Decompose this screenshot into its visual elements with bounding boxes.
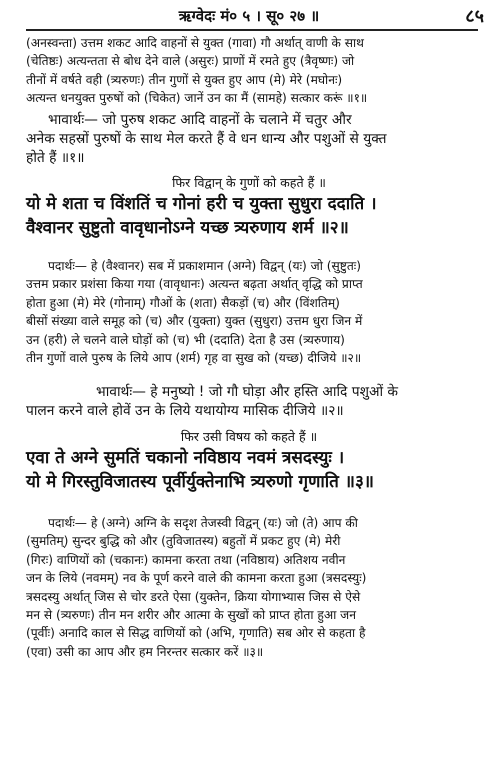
mantra-3 <box>26 446 486 494</box>
mantra-2 <box>26 192 486 240</box>
text-line: त्रसदस्यु अर्थात् जिस से चोर डरते ऐसा (युक्तेन, क्रिया योगाभ्यास जिस से ऐसे <box>26 589 361 604</box>
section-intro-2: फिर उसी विषय को कहते हैं ॥ <box>180 429 318 444</box>
verse-1-meaning-continued <box>26 34 480 108</box>
text-line: उन (हरी) ले चलने वाले घोड़ों को (च) भी (ददाति) देता है उस (त्र्यरुणाय) <box>26 332 345 347</box>
mantra-line: यो मे गिरस्तुविजातस्य पूर्वीर्युक्तेनाभि त्र्यरुणो गृणाति ॥३॥ <box>26 472 374 492</box>
text-line: उत्तम प्रकार प्रशंसा किया गया (वावृधानः) अत्यन्त बढ़ता अर्थात् वृद्धि को प्राप्त <box>26 277 363 292</box>
text-line: पदार्थः— हे (अग्ने) अग्नि के सदृश तेजस्वी विद्वन् (यः) जो (ते) आप की <box>48 516 358 530</box>
padartha-2 <box>26 257 480 367</box>
mantra-line: वैश्वानर सुष्टुतो वावृधानोऽग्ने यच्छ त्र्यरुणाय शर्म ॥२॥ <box>26 218 349 238</box>
page-number: ८५ <box>465 6 484 27</box>
page-header <box>0 4 498 28</box>
text-line: (अनस्वन्ता) उत्तम शकट आदि वाहनों से युक्त (गावा) गौ अर्थात् वाणी के साथ <box>26 36 364 50</box>
text-line: होता हुआ (मे) मेरे (गोनाम्) गौओं के (शता) सैकड़ों (च) और (विंशतिम्) <box>26 295 340 310</box>
text-line: (गिरः) वाणियों को (चकानः) कामना करता तथा (नविष्ठाय) अतिशय नवीन <box>26 552 346 567</box>
section-intro-1: फिर विद्वान् के गुणों को कहते हैं ॥ <box>172 175 326 190</box>
bhavartha-1 <box>26 111 480 168</box>
text-line: तीनों में वर्षते वही (त्र्यरुणः) तीन गुणों से युक्त हुए आप (मे) मेरे (मघोनः) <box>26 72 343 87</box>
running-header: ऋग्वेदः मं० ५ । सू० २७ ॥ <box>178 7 320 25</box>
header-rule <box>26 29 478 31</box>
text-line: पदार्थः— हे (वैश्वानर) सब में प्रकाशमान (अग्ने) विद्वन् (यः) जो (सुष्टुतः) <box>48 259 362 273</box>
text-line: बीसों संख्या वाले समूह को (च) और (युक्ता) युक्त (सुधुरा) उत्तम धुरा जिन में <box>26 314 363 329</box>
text-line: भावार्थः— जो पुरुष शकट आदि वाहनों के चलाने में चतुर और <box>48 112 352 128</box>
text-line: पालन करने वाले होवें उन के लिये यथायोग्य मासिक दीजिये ॥२॥ <box>26 403 344 419</box>
text-line: जन के लिये (नवमम्) नव के पूर्ण करने वाले की कामना करता हुआ (त्रसदस्युः) <box>26 571 367 586</box>
text-line: अनेक सहस्रों पुरुषों के साथ मेल करते हैं वे धन धान्य और पशुओं से युक्त <box>26 131 387 147</box>
text-line: अत्यन्त धनयुक्त पुरुषों को (चिकेत) जानें उन का मैं (सामहे) सत्कार करूं ॥१॥ <box>26 91 368 106</box>
mantra-line: एवा ते अग्ने सुमतिं चकानो नविष्ठाय नवमं त्रसदस्युः । <box>26 448 345 468</box>
text-line: भावार्थः— हे मनुष्यो ! जो गौ घोड़ा और हस्ति आदि पशुओं के <box>96 384 399 400</box>
text-line: तीन गुणों वाले पुरुष के लिये आप (शर्म) गृह वा सुख को (यच्छ) दीजिये ॥२॥ <box>26 351 362 366</box>
text-line: (चेतिष्ठः) अत्यन्तता से बोध देने वाले (असुरः) प्राणों में रमते हुए (त्रैवृष्णः) जो <box>26 54 355 69</box>
text-line: मन से (त्र्यरुणः) तीन मन शरीर और आत्मा के सुखों को प्राप्त होता हुआ जन <box>26 608 356 623</box>
padartha-3 <box>26 514 480 661</box>
bhavartha-2 <box>26 383 480 421</box>
text-line: (पूर्वीः) अनादि काल से सिद्ध वाणियों को (अभि, गृणाति) सब ओर से कहता है <box>26 626 366 641</box>
text-line: (एवा) उसी का आप और हम निरन्तर सत्कार करें ॥३॥ <box>26 644 264 659</box>
mantra-line: यो मे शता च विंशतिं च गोनां हरी च युक्ता सुधुरा ददाति । <box>26 194 377 214</box>
text-line: होते हैं ॥१॥ <box>26 150 85 166</box>
text-line: (सुमतिम्) सुन्दर बुद्धि को और (तुविजातस्य) बहुतों में प्रकट हुए (मे) मेरी <box>26 534 341 549</box>
